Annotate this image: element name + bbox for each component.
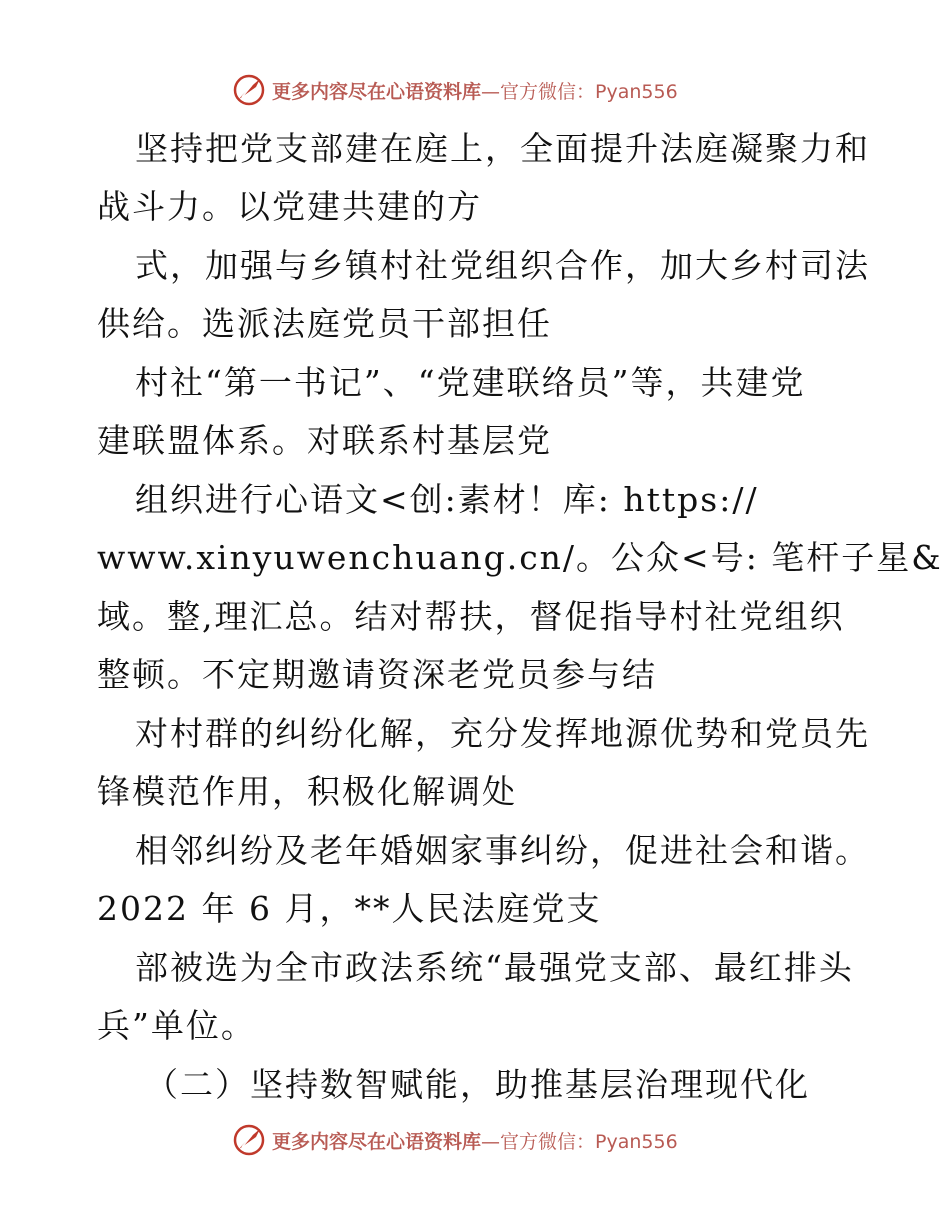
text-line: 供给。选派法庭党员干部担任 <box>97 304 552 343</box>
text-line: 相邻纠纷及老年婚姻家事纠纷，促进社会和谐。 <box>135 831 870 870</box>
text-line: 组织进行心语文<创:素材！库: https:// <box>135 480 759 519</box>
header-watermark-banner <box>232 72 678 108</box>
text-line: 域。整,理汇总。结对帮扶，督促指导村社党组织 <box>97 597 845 636</box>
footer-watermark-banner <box>232 1122 678 1158</box>
text-line: 战斗力。以党建共建的方 <box>97 187 482 226</box>
text-line: 建联盟体系。对联系村基层党 <box>97 421 552 460</box>
text-line: 部被选为全市政法系统“最强党支部、最红排头 <box>135 948 854 987</box>
text-line: 坚持把党支部建在庭上，全面提升法庭凝聚力和 <box>135 129 870 168</box>
text-line: 式，加强与乡镇村社党组织合作，加大乡村司法 <box>135 246 870 285</box>
watermark-text: 更多内容尽在心语资料库—官方微信：Pyan556 <box>272 80 678 103</box>
brand-logo-icon <box>232 1123 266 1157</box>
text-line: 2022 年 6 月，**人民法庭党支 <box>97 889 602 928</box>
brand-logo-icon <box>232 73 266 107</box>
text-line: www.xinyuwenchuang.cn/。公众<号: 笔杆子星& <box>97 538 943 577</box>
text-line: 村社“第一书记”、“党建联络员”等，共建党 <box>135 363 806 402</box>
text-line: 对村群的纠纷化解，充分发挥地源优势和党员先 <box>135 714 870 753</box>
watermark-text: 更多内容尽在心语资料库—官方微信：Pyan556 <box>272 1130 678 1153</box>
section-heading: （二）坚持数智赋能，助推基层治理现代化 <box>145 1065 810 1104</box>
text-line: 整顿。不定期邀请资深老党员参与结 <box>97 655 657 694</box>
text-line: 锋模范作用，积极化解调处 <box>97 772 517 811</box>
text-line: 兵”单位。 <box>97 1006 256 1045</box>
